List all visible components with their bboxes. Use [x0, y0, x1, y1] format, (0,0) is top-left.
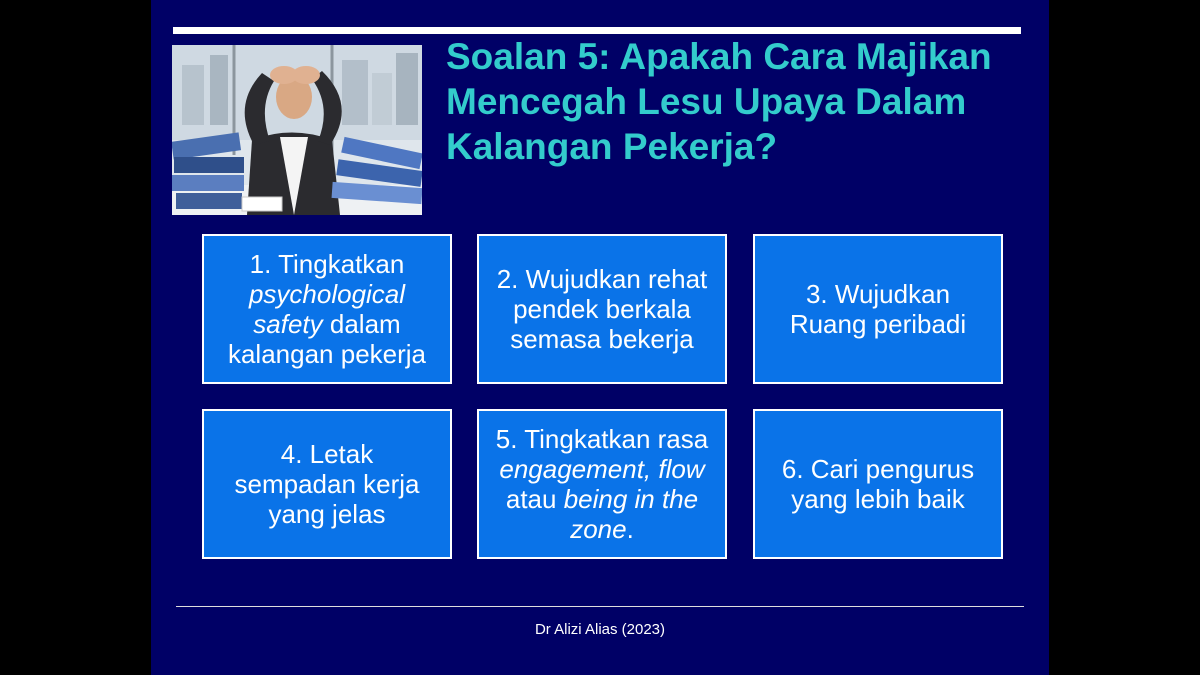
slide [151, 0, 1049, 675]
tip-4-text: 4. Letak sempadan kerja yang jelas [234, 439, 420, 529]
slide-title: Soalan 5: Apakah Cara Majikan Mencegah Lesu Upaya Dalam Kalangan Pekerja? [446, 36, 992, 167]
tip-card-4 [202, 409, 452, 559]
tip-5-atau: atau [505, 484, 564, 514]
slide-footer: Dr Alizi Alias (2023) [534, 621, 666, 638]
tip-5-period: . [626, 514, 634, 544]
tip-3-text: 3. Wujudkan Ruang peribadi [789, 279, 967, 339]
top-divider [173, 27, 1021, 34]
tip-card-1 [202, 234, 452, 384]
stressed-worker-photo [172, 45, 422, 215]
tip-card-3 [753, 234, 1003, 384]
tip-card-5 [477, 409, 727, 559]
tip-5-text: 5. Tingkatkan rasa [495, 424, 709, 454]
tip-5-zone: being in the zone [563, 484, 699, 544]
tip-1-emphasis: psychological safety [248, 279, 406, 339]
tip-2-text: 2. Wujudkan rehat pendek berkala semasa bekerja [496, 264, 708, 354]
tip-6-text: 6. Cari pengurus yang lebih baik [781, 454, 975, 514]
bottom-divider [176, 606, 1024, 607]
tip-card-6 [753, 409, 1003, 559]
tip-1-text-end: dalam kalangan pekerja [227, 309, 427, 369]
tip-5-engagement: engagement, [499, 454, 652, 484]
tip-1-text: 1. Tingkatkan [249, 249, 405, 279]
tip-card-2 [477, 234, 727, 384]
tip-5-flow: flow [658, 454, 705, 484]
